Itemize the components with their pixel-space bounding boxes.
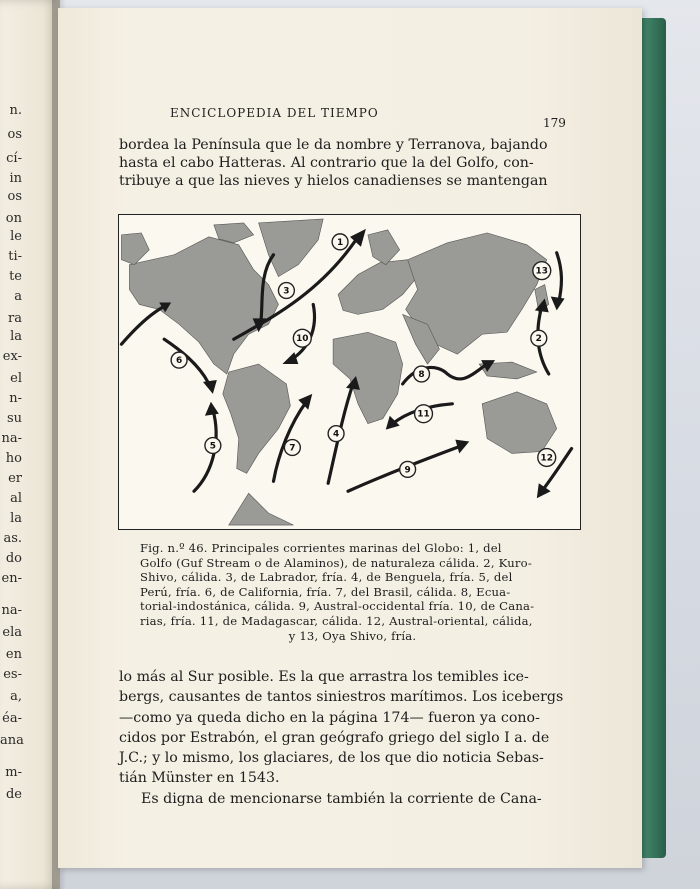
- left-page: [0, 0, 60, 889]
- text-line: J.C.; y lo mismo, los glaciares, de los que dio noticia Sebas-: [119, 750, 544, 767]
- current-label-1: [332, 234, 348, 250]
- arrowhead: [205, 402, 219, 416]
- left-page-fragment: ela: [2, 625, 22, 640]
- land-north-america: [129, 237, 278, 374]
- text-line: hasta el cabo Hatteras. Al contrario que la del Golfo, con-: [119, 155, 534, 171]
- text-line: lo más al Sur posible. Es la que arrastra los temibles ice-: [119, 669, 529, 685]
- page-number: 179: [543, 116, 566, 130]
- text-line: bergs, causantes de tantos siniestros marítimos. Los icebergs: [119, 689, 564, 706]
- left-page-fragment: n-: [9, 391, 22, 406]
- left-page-fragment: ra: [8, 311, 22, 326]
- left-page-fragment: la: [10, 511, 22, 526]
- land-australia: [482, 392, 557, 454]
- current-label-13: [533, 262, 551, 280]
- left-page-fragment: al: [10, 491, 22, 506]
- svg-text:5: 5: [209, 441, 216, 452]
- text-line: bordea la Península que le da nombre y Terranova, bajando: [119, 137, 548, 153]
- current-label-8: [414, 366, 430, 382]
- current-label-3: [278, 283, 294, 299]
- land-antarctica: [229, 493, 294, 525]
- land-scandinavia: [368, 230, 400, 265]
- text-line: Es digna de mencionarse también la corriente de Cana-: [141, 790, 542, 807]
- svg-text:12: 12: [540, 453, 553, 464]
- left-page-fragment: de: [5, 787, 22, 802]
- left-page-fragment: as.: [3, 531, 22, 546]
- left-page-fragment: ana: [0, 733, 24, 748]
- left-page-fragment: na-: [1, 431, 22, 446]
- svg-text:11: 11: [417, 409, 430, 420]
- current-label-10: [293, 329, 311, 347]
- current-label-4: [328, 426, 344, 442]
- arrowhead: [551, 296, 565, 310]
- left-page-fragment: os: [7, 189, 22, 204]
- svg-text:4: 4: [332, 429, 340, 440]
- current-label-9: [400, 461, 416, 477]
- current-label-12: [538, 449, 556, 467]
- left-page-fragment: su: [6, 411, 22, 426]
- left-page-fragment: ti-: [8, 249, 22, 264]
- caption-line: Golfo (Guf Stream o de Alaminos), de naturaleza cálida. 2, Kuro-: [140, 555, 532, 570]
- arrowhead: [203, 380, 217, 394]
- left-page-fragment: éa-: [2, 711, 22, 726]
- left-page-fragment: do: [5, 551, 22, 566]
- svg-text:7: 7: [289, 443, 296, 454]
- left-page-fragment: on: [5, 211, 22, 226]
- left-page-fragment: na-: [1, 603, 22, 618]
- svg-text:3: 3: [283, 286, 290, 297]
- figure-caption: [140, 541, 565, 643]
- left-page-fragment: a: [14, 289, 22, 304]
- arrowhead: [455, 440, 469, 454]
- land-africa: [333, 332, 403, 423]
- land-europe: [338, 260, 417, 315]
- left-page-fragment: en-: [1, 571, 22, 586]
- caption-line: torial-indostánica, cálida. 9, Austral-occidental fría. 10, de Cana-: [140, 599, 535, 614]
- arrowhead: [386, 416, 400, 430]
- left-page-fragment: ho: [5, 451, 22, 466]
- svg-text:2: 2: [535, 334, 542, 345]
- top-paragraph: [119, 136, 569, 190]
- left-page-fragment: te: [9, 269, 22, 284]
- text-line: cidos por Estrabón, el gran geógrafo griego del siglo I a. de: [119, 729, 550, 746]
- world-currents-map: [118, 214, 581, 530]
- left-page-fragment: la: [10, 329, 22, 344]
- map-svg: [119, 215, 580, 529]
- caption-line: Shivo, cálida. 3, de Labrador, fría. 4, de Benguela, fría. 5, del: [140, 570, 513, 585]
- text-line: tián Münster en 1543.: [119, 770, 280, 787]
- caption-line: Perú, fría. 6, de California, fría. 7, del Brasil, cálida. 8, Ecua-: [140, 584, 511, 599]
- left-page-fragment: ex-: [2, 349, 22, 364]
- current-label-6: [171, 352, 187, 368]
- current-label-2: [531, 330, 547, 346]
- svg-text:9: 9: [404, 465, 411, 476]
- left-page-fragment: er: [8, 471, 22, 486]
- caption-line: Fig. n.º 46. Principales corrientes marinas del Globo: 1, del: [140, 541, 502, 555]
- left-page-fragment: le: [10, 229, 22, 244]
- left-page-fragment: n.: [9, 103, 22, 118]
- left-page-fragment: cí-: [6, 151, 22, 166]
- arrowhead: [537, 483, 551, 498]
- left-page-fragment: a,: [10, 689, 22, 704]
- caption-line: rias, fría. 11, de Madagascar, cálida. 12, Austral-oriental, cálida,: [140, 613, 533, 628]
- svg-text:1: 1: [336, 237, 344, 248]
- current-arrow-nw: [121, 306, 164, 344]
- caption-line: y 13, Oya Shivo, fría.: [288, 628, 417, 643]
- arrowhead: [282, 352, 298, 364]
- text-line: —como ya queda dicho en la página 174— fueron ya cono-: [119, 709, 540, 726]
- land-alaska: [121, 233, 149, 265]
- svg-text:13: 13: [535, 266, 548, 277]
- current-label-5: [205, 438, 221, 454]
- svg-text:10: 10: [296, 334, 309, 345]
- svg-text:8: 8: [418, 369, 425, 380]
- current-label-7: [284, 440, 300, 456]
- text-line: tribuye a que las nieves y hielos canadienses se mantengan: [119, 173, 548, 189]
- left-page-fragment: el: [10, 371, 22, 386]
- left-page-fragment: en: [5, 647, 22, 662]
- bottom-paragraph: [119, 667, 579, 809]
- left-page-fragment: in: [9, 171, 22, 186]
- running-head: ENCICLOPEDIA DEL TIEMPO: [170, 106, 379, 120]
- left-page-fragment: m-: [5, 765, 22, 780]
- current-arrow-13: [557, 253, 562, 303]
- left-page-fragment: es-: [3, 667, 22, 682]
- left-page-fragment: os: [7, 127, 22, 142]
- arrowhead: [298, 394, 312, 410]
- svg-text:6: 6: [175, 356, 183, 367]
- current-label-11: [415, 405, 433, 423]
